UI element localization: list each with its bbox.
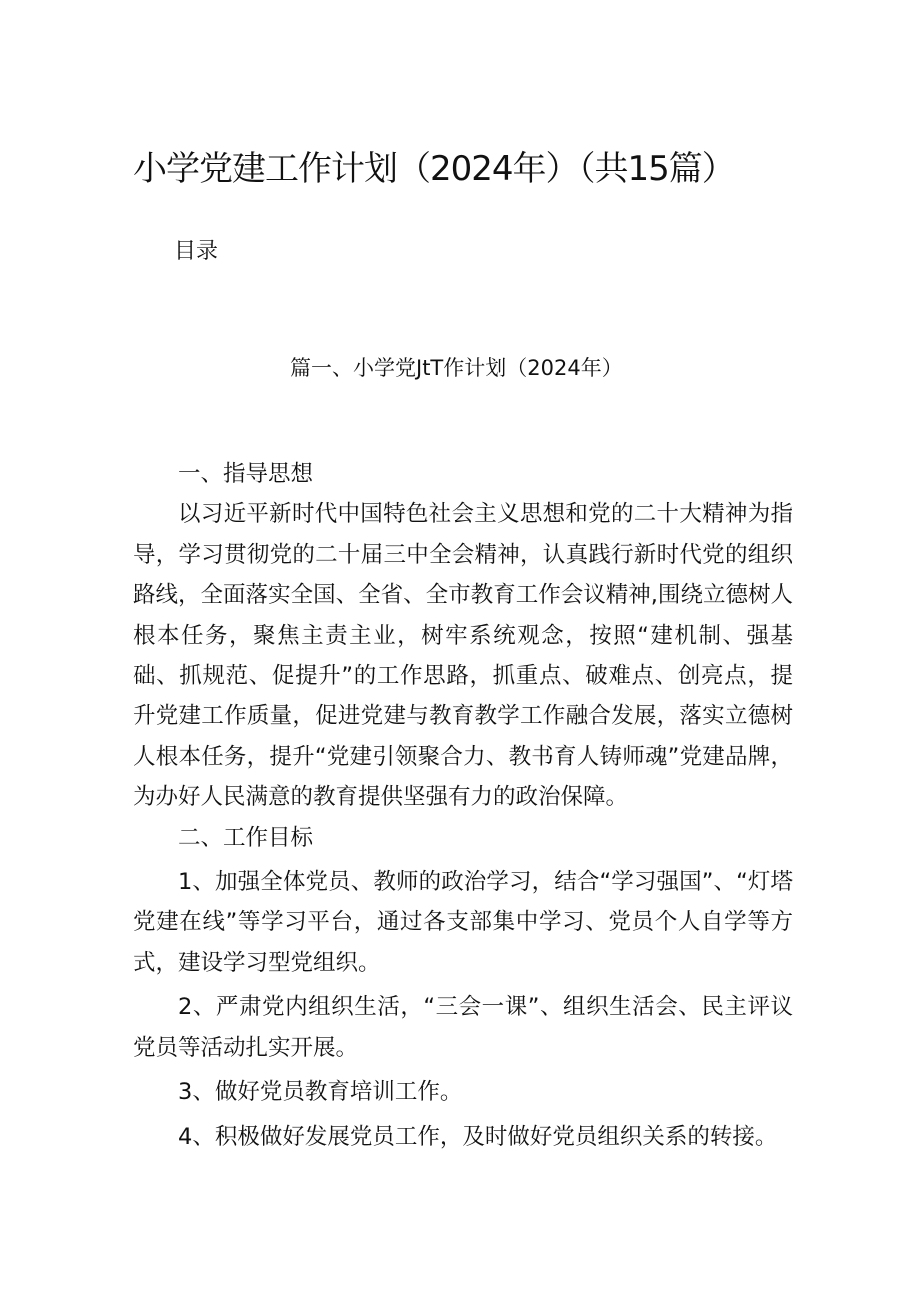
toc-label: 目录 [174,239,219,264]
goal-item-1: 1、加强全体党员、教师的政治学习，结合“学习强国”、“灯塔党建在线”等学习平台，通过各支部集中学习、党员个人自学等方式，建设学习型党组织。 [133,869,793,976]
goal-item-3: 3、做好党员教育培训工作。 [178,1079,463,1106]
heading-guiding-ideology: 一、指导思想 [178,461,314,487]
heading-work-goals: 二、工作目标 [178,824,314,851]
document-body [133,454,793,1157]
goal-item-4: 4、积极做好发展党员工作，及时做好党员组织关系的转接。 [178,1123,778,1150]
document-title: 小学党建工作计划（2024年）（共15篇） [133,149,735,189]
paragraph-guiding-ideology: 以习近平新时代中国特色社会主义思想和党的二十大精神为指导，学习贯彻党的二十届三中全会精神，认真践行新时代党的组织路线，全面落实全国、全省、全市教育工作会议精神,围绕立德树人根本任务，聚焦主责主业，树牢系统观念，按照“建机制、强基础、抓规范、促提升”的工作思路，抓重点、破难点、创亮点，提升党建工作质量，促进党建与教育教学工作融合发展，落实立德树人根本任务，提升“党建引领聚合力、教书育人铸师魂”党建品牌，为办好人民满意的教育提供坚强有力的政治保障。 [133,501,793,811]
goal-item-2: 2、严肃党内组织生活，“三会一课”、组织生活会、民主评议党员等活动扎实开展。 [133,994,793,1061]
section-title: 篇一、小学党JtT作计划（2024年） [290,356,623,380]
